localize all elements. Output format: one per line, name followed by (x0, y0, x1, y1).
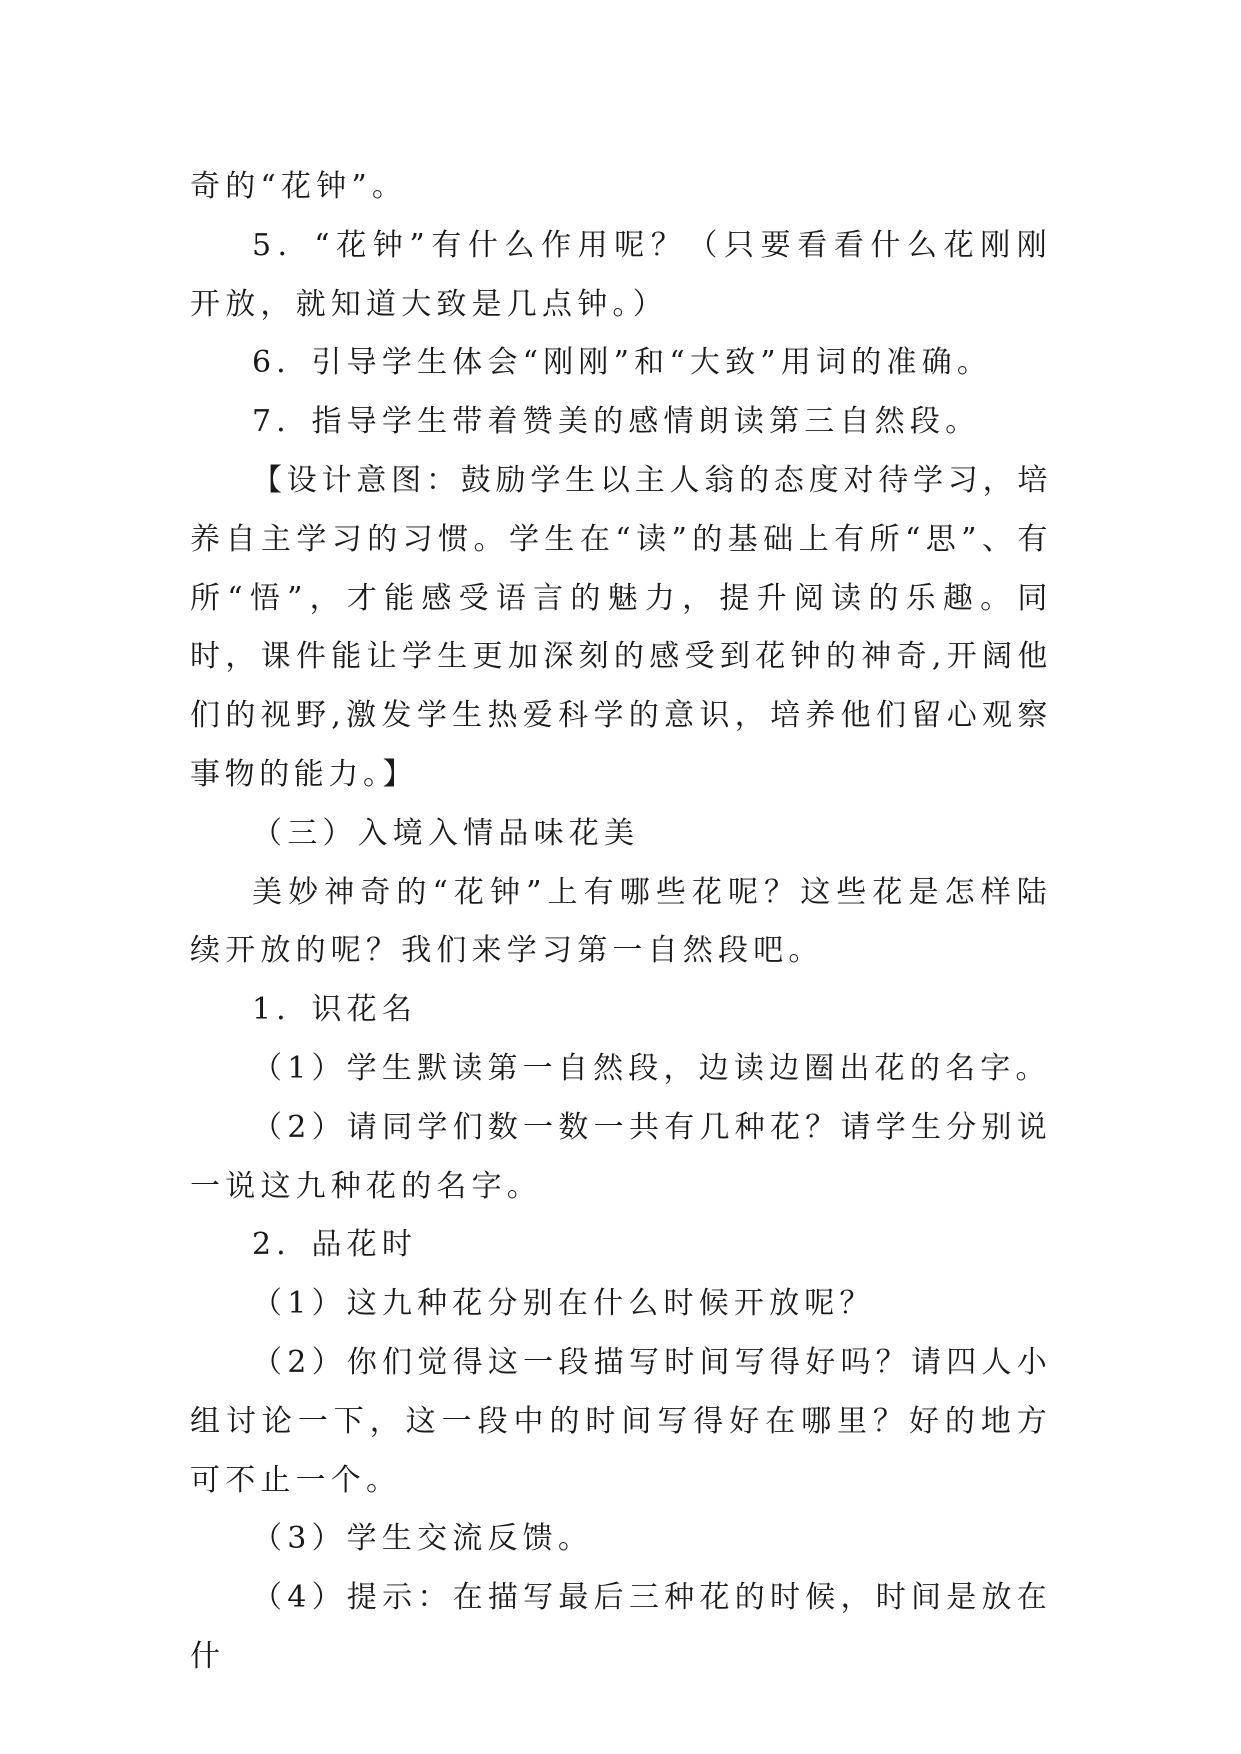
paragraph-continuation: 奇的“花钟”。 (190, 169, 408, 204)
paragraph-step-5: 5．“花钟”有什么作用呢？（只要看看什么花刚刚开放，就知道大致是几点钟。） (190, 227, 1052, 322)
paragraph-intro: 美妙神奇的“花钟”上有哪些花呢？这些花是怎样陆续开放的呢？我们来学习第一自然段吧。 (190, 874, 1052, 969)
paragraph-design-intent: 【设计意图：鼓励学生以主人翁的态度对待学习，培养自主学习的习惯。学生在“读”的基础上有所“思”、有所“悟”，才能感受语言的魅力，提升阅读的乐趣。同时，课件能让学生更加深刻的感受到花钟的神奇,开阔他们的视野,激发学生热爱科学的意识，培养他们留心观察事物的能力。】 (190, 462, 1052, 792)
subheading-flower-times: 2．品花时 (252, 1227, 418, 1263)
subheading-flower-names: 1．识花名 (252, 992, 418, 1028)
section-heading-3: （三）入境入情品味花美 (252, 815, 640, 851)
paragraph-item-2-3: （3）学生交流反馈。 (252, 1521, 594, 1557)
paragraph-item-2-2: （2）你们觉得这一段描写时间写得好吗？请四人小组讨论一下，这一段中的时间写得好在哪里？好的地方可不止一个。 (190, 1344, 1052, 1498)
paragraph-item-1-1: （1）学生默读第一自然段，边读边圈出花的名字。 (252, 1050, 1051, 1086)
paragraph-item-2-1: （1）这九种花分别在什么时候开放呢？ (252, 1286, 875, 1322)
paragraph-step-7: 7．指导学生带着赞美的感情朗读第三自然段。 (252, 404, 981, 440)
paragraph-item-2-4: （4）提示：在描写最后三种花的时候，时间是放在什 (190, 1580, 1052, 1674)
paragraph-item-1-2: （2）请同学们数一数一共有几种花？请学生分别说一说这九种花的名字。 (190, 1109, 1052, 1204)
document-body (190, 158, 1052, 1687)
paragraph-step-6: 6．引导学生体会“刚刚”和“大致”用词的准确。 (252, 345, 993, 381)
